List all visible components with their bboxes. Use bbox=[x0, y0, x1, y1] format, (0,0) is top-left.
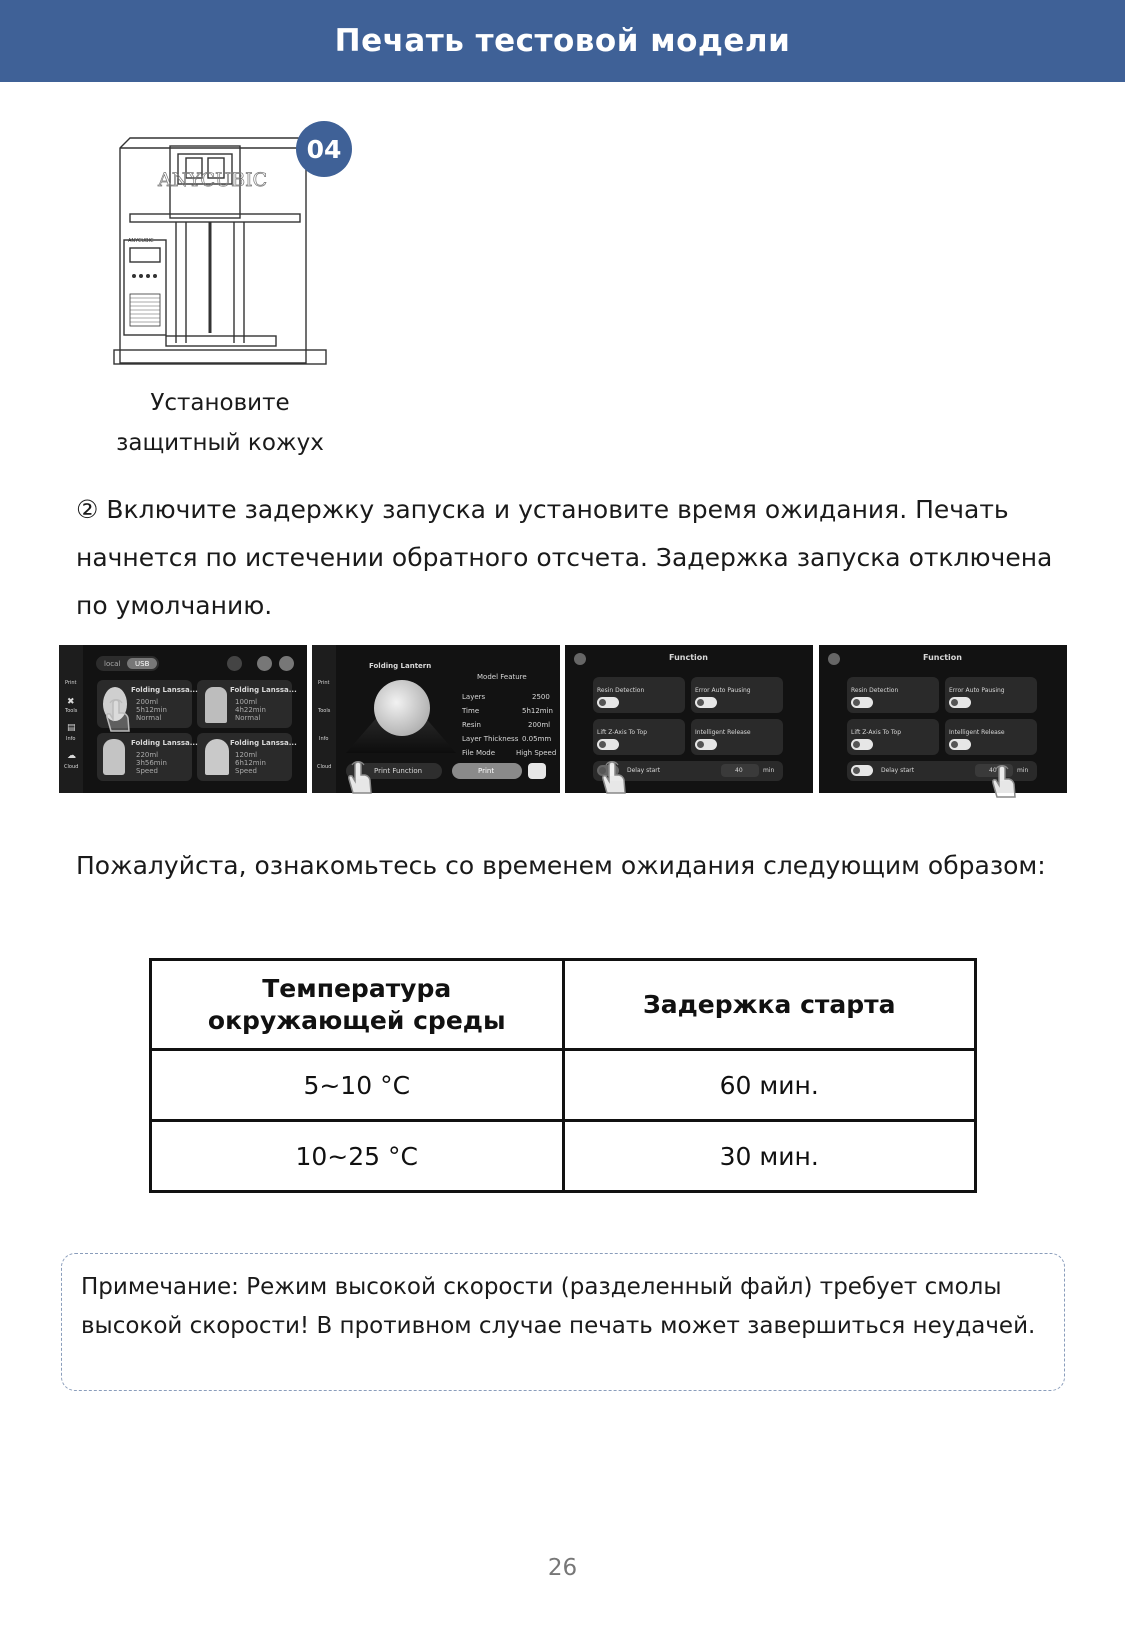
toggle-error-auto-pausing[interactable] bbox=[695, 697, 717, 708]
toggle-error-auto-pausing[interactable] bbox=[949, 697, 971, 708]
instruction-text: Включите задержку запуска и установите время ожидания. Печать начнется по истечении обратного отсчета. Задержка запуска отключена по умолчанию. bbox=[76, 495, 1053, 620]
setting-label: Error Auto Pausing bbox=[695, 687, 751, 694]
delay-label: Delay start bbox=[881, 767, 915, 774]
table-header-row bbox=[151, 960, 976, 1050]
note-box bbox=[61, 1253, 1065, 1391]
file-name: Folding Lanssa... bbox=[230, 739, 297, 747]
close-icon[interactable] bbox=[828, 653, 840, 665]
toggle-lift-z-axis[interactable] bbox=[597, 739, 619, 750]
column-header-delay: Задержка старта bbox=[563, 960, 976, 1050]
step-number-badge: 04 bbox=[296, 121, 352, 177]
setting-label: Lift Z-Axis To Top bbox=[597, 729, 648, 736]
feature-value: 2500 bbox=[532, 693, 550, 701]
function-title: Function bbox=[923, 653, 962, 662]
file-mode: Normal bbox=[235, 714, 261, 722]
tab-usb[interactable]: USB bbox=[135, 660, 150, 668]
table-row bbox=[151, 1121, 976, 1192]
model-thumbnail bbox=[103, 739, 125, 775]
screen-function-on bbox=[819, 645, 1067, 793]
table-row bbox=[151, 1050, 976, 1121]
model-thumbnail bbox=[205, 687, 227, 723]
page-number: 26 bbox=[547, 1555, 578, 1581]
touch-hand-icon bbox=[987, 761, 1021, 801]
file-time: 4h22min bbox=[235, 706, 266, 714]
file-resin: 200ml bbox=[136, 698, 159, 706]
print-function-label: Print Function bbox=[374, 767, 423, 775]
sidebar-print[interactable]: Print bbox=[65, 680, 77, 686]
feature-label: Layer Thickness bbox=[462, 735, 519, 743]
feature-label: Resin bbox=[462, 721, 481, 729]
touch-hand-icon bbox=[101, 695, 135, 735]
toggle-resin-detection[interactable] bbox=[597, 697, 619, 708]
cloud-icon[interactable]: ☁ bbox=[67, 751, 76, 761]
step-marker: ② bbox=[76, 495, 99, 524]
touch-hand-icon bbox=[597, 757, 631, 797]
touch-hand-icon bbox=[343, 757, 377, 797]
info-icon[interactable]: ▤ bbox=[67, 723, 76, 733]
table-cell: 5~10 °C bbox=[151, 1050, 564, 1121]
toggle-intelligent-release[interactable] bbox=[949, 739, 971, 750]
sidebar-info[interactable]: Info bbox=[319, 736, 329, 742]
up-icon[interactable] bbox=[257, 656, 272, 671]
page-title: Печать тестовой модели bbox=[334, 23, 791, 59]
setting-label: Intelligent Release bbox=[695, 729, 751, 736]
feature-label: Time bbox=[462, 707, 480, 715]
setting-label: Resin Detection bbox=[851, 687, 899, 694]
file-resin: 120ml bbox=[235, 751, 258, 759]
file-mode: Normal bbox=[136, 714, 162, 722]
table-cell: 60 мин. bbox=[563, 1050, 976, 1121]
file-resin: 100ml bbox=[235, 698, 258, 706]
file-name: Folding Lanssa... bbox=[230, 686, 297, 694]
feature-value: 0.05mm bbox=[522, 735, 552, 743]
table-intro: Пожалуйста, ознакомьтесь со временем ожидания следующим образом: bbox=[76, 851, 1046, 880]
sidebar-info[interactable]: Info bbox=[66, 736, 76, 742]
delay-value: 40 bbox=[735, 767, 743, 774]
file-resin: 220ml bbox=[136, 751, 159, 759]
instruction-paragraph bbox=[76, 486, 1066, 630]
sidebar-print[interactable]: Print bbox=[318, 680, 330, 686]
sidebar-cloud[interactable]: Cloud bbox=[64, 764, 79, 770]
table-cell: 10~25 °C bbox=[151, 1121, 564, 1192]
toggle-resin-detection[interactable] bbox=[851, 697, 873, 708]
setting-label: Resin Detection bbox=[597, 687, 645, 694]
delay-unit: min bbox=[1017, 767, 1029, 774]
model-name: Folding Lantern bbox=[369, 662, 432, 670]
toggle-lift-z-axis[interactable] bbox=[851, 739, 873, 750]
setting-label: Lift Z-Axis To Top bbox=[851, 729, 902, 736]
toggle-intelligent-release[interactable] bbox=[695, 739, 717, 750]
tools-icon[interactable]: ✖ bbox=[67, 697, 75, 707]
delay-label: Delay start bbox=[627, 767, 661, 774]
down-icon[interactable] bbox=[279, 656, 294, 671]
printer-logo: ANYCUBIC bbox=[158, 169, 268, 191]
file-time: 5h12min bbox=[136, 706, 167, 714]
screen-file-list bbox=[59, 645, 307, 793]
function-title: Function bbox=[669, 653, 708, 662]
print-button-label: Print bbox=[478, 767, 495, 775]
edit-icon[interactable] bbox=[227, 656, 242, 671]
column-header-temperature: Температура окружающей среды bbox=[151, 960, 564, 1050]
setting-label: Error Auto Pausing bbox=[949, 687, 1005, 694]
file-time: 3h56min bbox=[136, 759, 167, 767]
close-icon[interactable] bbox=[574, 653, 586, 665]
header-band bbox=[0, 0, 1125, 82]
setting-label: Intelligent Release bbox=[949, 729, 1005, 736]
delay-unit: min bbox=[763, 767, 775, 774]
delay-value: 40 bbox=[989, 767, 997, 774]
delay-table bbox=[149, 958, 977, 1193]
step-caption bbox=[100, 383, 340, 463]
model-feature-title: Model Feature bbox=[477, 673, 527, 681]
file-mode: Speed bbox=[235, 767, 257, 775]
step-caption-line2: защитный кожух bbox=[116, 430, 324, 456]
table-cell: 30 мин. bbox=[563, 1121, 976, 1192]
model-render bbox=[374, 680, 430, 736]
feature-label: File Mode bbox=[462, 749, 496, 757]
file-name: Folding Lanssa... bbox=[131, 739, 198, 747]
file-mode: Speed bbox=[136, 767, 158, 775]
feature-value: High Speed bbox=[516, 749, 557, 757]
sidebar-tools[interactable]: Tools bbox=[318, 708, 331, 714]
sidebar-tools[interactable]: Tools bbox=[65, 708, 78, 714]
note-text: Примечание: Режим высокой скорости (разделенный файл) требует смолы высокой скорости! В противном случае печать может завершиться неудачей. bbox=[81, 1274, 1036, 1339]
svg-text:ANYCUBIC: ANYCUBIC bbox=[128, 238, 154, 244]
feature-value: 200ml bbox=[528, 721, 551, 729]
step-caption-line1: Установите bbox=[150, 390, 290, 416]
model-thumbnail bbox=[205, 739, 229, 775]
feature-value: 5h12min bbox=[522, 707, 553, 715]
tab-local[interactable]: local bbox=[104, 660, 121, 668]
file-name: Folding Lanssa... bbox=[131, 686, 198, 694]
screenshot-strip bbox=[59, 645, 1067, 795]
sidebar-cloud[interactable]: Cloud bbox=[317, 764, 332, 770]
toggle-delay-start[interactable] bbox=[851, 765, 873, 776]
file-time: 6h12min bbox=[235, 759, 266, 767]
feature-label: Layers bbox=[462, 693, 486, 701]
back-icon[interactable] bbox=[528, 763, 546, 779]
